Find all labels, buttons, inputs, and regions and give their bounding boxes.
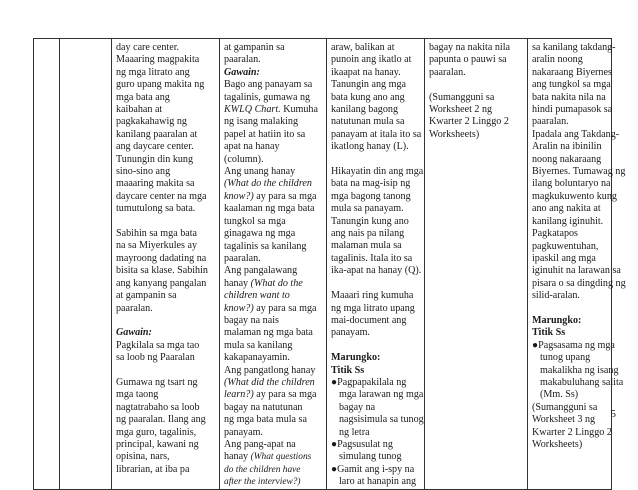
text-line: ipaskil ang mga [532, 252, 596, 264]
text-line: pisara o sa dingding ng [532, 277, 626, 289]
text-line: (What do the children [224, 178, 312, 190]
text-line: Bago ang panayam sa [224, 79, 313, 91]
text-line: ikatlong hanay (L). [331, 141, 409, 153]
text-line: Hikayatin din ang mga [331, 166, 424, 178]
text-line: ng paaralan. Ilang ang [116, 414, 206, 426]
text-line: Pagkatapos [532, 228, 578, 240]
text-line: paaralan. [532, 116, 569, 128]
text-line: Gumawa ng tsart ng [116, 376, 198, 388]
text-line: ang nais pa nilang [331, 228, 405, 240]
text-line: apat na hanay [224, 141, 280, 153]
text-line: tungkol sa mga [224, 215, 286, 227]
text-line: do the children have [224, 464, 301, 475]
text-line: bata na mag-isip ng [331, 178, 411, 190]
text-line: Ang pangalawang [224, 265, 298, 277]
text-line: malaman mula sa [331, 240, 402, 252]
text-line: makalikha ng isang [540, 364, 619, 376]
text-line: Worksheets) [532, 438, 583, 450]
text-line: mga taong [116, 389, 159, 401]
text-line: na sa Miyerkules ay [116, 240, 198, 252]
text-line: ng mga litrato upang [331, 302, 415, 314]
text-line: (Mm. Ss) [540, 389, 579, 401]
text-line: bisita sa klase. Sabihin [116, 265, 208, 277]
text-line: nakaraang Biyernes [532, 66, 612, 78]
text-line: mga bagong tanong [331, 190, 411, 202]
text-line: mula sa panayam. [331, 203, 404, 215]
text-line: panayam. [224, 426, 263, 438]
text-line [116, 365, 216, 377]
text-line: kaalaman ng mga bata [224, 203, 315, 215]
cell-col-5 [327, 39, 425, 490]
text-line: paaralan. [116, 302, 153, 314]
text-line: silid-aralan. [532, 290, 580, 302]
text-line: Marungko: [331, 352, 381, 364]
text-line: ika-apat na hanay (Q). [331, 265, 422, 277]
text-line: paaralan. [224, 252, 261, 264]
text-line: ang daycare center. [116, 141, 194, 153]
text-line: Worksheet 3 ng [532, 414, 596, 426]
text-line: Gawain: [224, 66, 260, 78]
text-line: ng mga bata mula sa [224, 414, 307, 426]
text-line: children want to [224, 290, 290, 302]
text-line: aralin noong [532, 54, 583, 66]
text-line [116, 315, 216, 327]
text-line: ang kanyang pangalan [116, 277, 207, 289]
text-line: panayam. [331, 327, 370, 339]
text-line: Maaari ring kumuha [331, 290, 414, 302]
text-line: ang tungkol sa mga [532, 79, 611, 91]
text-line: librarian, at iba pa [116, 463, 190, 475]
text-line: Titik Ss [532, 327, 566, 339]
text-line: makabuluhang salita [540, 376, 624, 388]
text-line: laro at hanapin ang [339, 476, 417, 488]
text-line: natutunan mula sa [331, 116, 405, 128]
text-line: panayam at itala ito sa [331, 128, 422, 140]
text-line: (Sumangguni sa [429, 91, 495, 103]
cell-col-7 [528, 39, 626, 490]
text-line: noong nakaraang [532, 153, 602, 165]
text-line: ano ang nakita at [532, 203, 601, 215]
text-line: Maaaring magpakita [116, 54, 200, 66]
text-line: hindi pumapasok sa [532, 104, 613, 116]
text-line: Marungko: [532, 314, 582, 326]
text-line: kaibahan at [116, 104, 163, 116]
text-line: bagay na nakita nila [429, 42, 510, 53]
text-line: daycare center na mga [116, 190, 207, 202]
text-line: (column). [224, 153, 264, 165]
text-line: (What did the children [224, 376, 315, 388]
text-line: Tanungin ang mga [331, 79, 406, 91]
text-line: Titik Ss [331, 364, 365, 376]
text-line: Ang pang-apat na [224, 439, 296, 450]
text-line: ●Pagpapakilala ng [331, 376, 407, 388]
text-line: Pagkilala sa mga tao [116, 339, 200, 351]
text-line: sino-sino ang [116, 166, 171, 178]
table-row [34, 39, 612, 490]
cell-col-1 [34, 39, 60, 490]
text-line: Worksheets) [429, 128, 480, 140]
text-line: malaman ng mga bata [224, 327, 313, 339]
cell-col-4 [220, 39, 327, 490]
text-line: pagkakahawig ng [116, 116, 187, 128]
text-line: mga larawan ng mga [339, 389, 424, 401]
text-line: Aralin na ibinilin [532, 141, 602, 153]
text-line: bagay na natutunan [224, 401, 303, 413]
lesson-plan-table [33, 38, 626, 490]
text-line [116, 216, 216, 228]
text-line [331, 278, 421, 290]
text-line: Biyernes. Tumawag ng [532, 166, 626, 178]
text-line: ●Pagsusulat ng [331, 438, 393, 450]
text-line: Ang pangatlong hanay [224, 364, 316, 376]
text-line [331, 340, 421, 352]
text-line: tumutulong sa bata. [116, 203, 196, 215]
text-line: mga guro, tagalinis, [116, 426, 197, 438]
text-line: nagtatrabaho sa loob [116, 401, 200, 413]
text-line [331, 154, 421, 166]
text-line: papel at hatiin ito sa [224, 128, 306, 140]
text-line: tagalinis, gumawa ng [224, 91, 311, 103]
text-line: mayroong dadating na [116, 252, 207, 264]
text-line: ilang boluntaryo na [532, 178, 611, 190]
text-line: Tanungin kung ano [331, 215, 409, 227]
text-line: ikaapat na hanay. [331, 66, 401, 78]
text-line: after the interview?) [224, 477, 301, 488]
text-line: guro upang makita ng [116, 79, 205, 91]
text-line: at gampanin sa [116, 290, 177, 302]
text-line: mai-document ang [331, 314, 407, 326]
text-line [532, 303, 608, 315]
text-line: sa loob ng Paaralan [116, 352, 195, 364]
text-line: tagalinis. Itala ito sa [331, 252, 413, 264]
text-line: iginuhit na larawan sa [532, 265, 621, 277]
text-line: know?) ay para sa mga [224, 190, 317, 202]
text-line: ng isang malaking [224, 116, 299, 128]
text-line: principal, kawani ng [116, 438, 199, 450]
text-line: mga bata ang [116, 91, 170, 103]
text-line: kanilang bagong [331, 104, 398, 116]
text-line: bagay na [339, 401, 376, 413]
text-line: papunta o pauwi sa [429, 54, 507, 66]
cell-col-3 [112, 39, 220, 490]
text-line: ●Gamit ang i-spy na [331, 463, 415, 475]
text-line: KWLQ Chart. Kumuha [224, 104, 318, 116]
text-line: Sabihin sa mga bata [116, 228, 198, 240]
text-line: ●Pagsasama ng mga [532, 339, 615, 351]
text-line: simulang tunog [339, 451, 402, 463]
text-line: opisina, nars, [116, 451, 170, 463]
text-line: pagkuwentuhan, [532, 240, 599, 252]
text-line: maaaring makita sa [116, 178, 195, 190]
text-line: ng mga litrato ang [116, 66, 190, 78]
text-line: mula sa kanilang [224, 339, 293, 351]
text-line: paaralan. [429, 66, 466, 78]
text-line: ng letra [339, 426, 370, 438]
text-line [429, 79, 524, 91]
cell-col-6 [425, 39, 528, 490]
text-line: Tunungin din kung [116, 153, 194, 165]
text-line: Ang unang hanay [224, 166, 296, 178]
text-line: kakapanayamin. [224, 352, 290, 364]
text-line: kanilang iginuhit. [532, 215, 604, 227]
text-line: learn?) ay para sa mga [224, 389, 317, 401]
text-line: Ipadala ang Takdang- [532, 128, 620, 140]
text-line: know?) ay para sa mga [224, 302, 317, 314]
text-line: paaralan. [224, 54, 261, 66]
text-line: bata kung ano ang [331, 91, 405, 103]
text-line: hanay (What questions [224, 451, 312, 463]
text-line: bata nakita nila na [532, 91, 606, 103]
text-line: Worksheet 2 ng [429, 104, 493, 116]
text-line: nagsisimula sa tunog [339, 414, 424, 426]
text-line: Kwarter 2 Linggo 2 [532, 426, 612, 438]
page-number: 5 [610, 408, 616, 420]
text-line: tagalinis sa kanilang [224, 240, 307, 252]
cell-col-2 [60, 39, 112, 490]
text-line: tunog upang [540, 352, 591, 364]
text-line: day care center. [116, 42, 180, 53]
text-line: kanilang paaralan at [116, 128, 198, 140]
text-line: at gampanin sa [224, 42, 285, 53]
text-line: sa kanilang takdang- [532, 42, 616, 53]
text-line: punoin ang ikatlo at [331, 54, 412, 66]
text-line: (Sumangguni sa [532, 401, 598, 413]
text-line: hanay (What do the [224, 277, 303, 289]
text-line: araw, balikan at [331, 42, 395, 53]
text-line: ginagawa ng mga [224, 228, 296, 240]
text-line: Gawain: [116, 327, 152, 339]
text-line: magkukuwento kung [532, 190, 617, 202]
text-line: bagay na nais [224, 314, 279, 326]
text-line: Kwarter 2 Linggo 2 [429, 116, 509, 128]
